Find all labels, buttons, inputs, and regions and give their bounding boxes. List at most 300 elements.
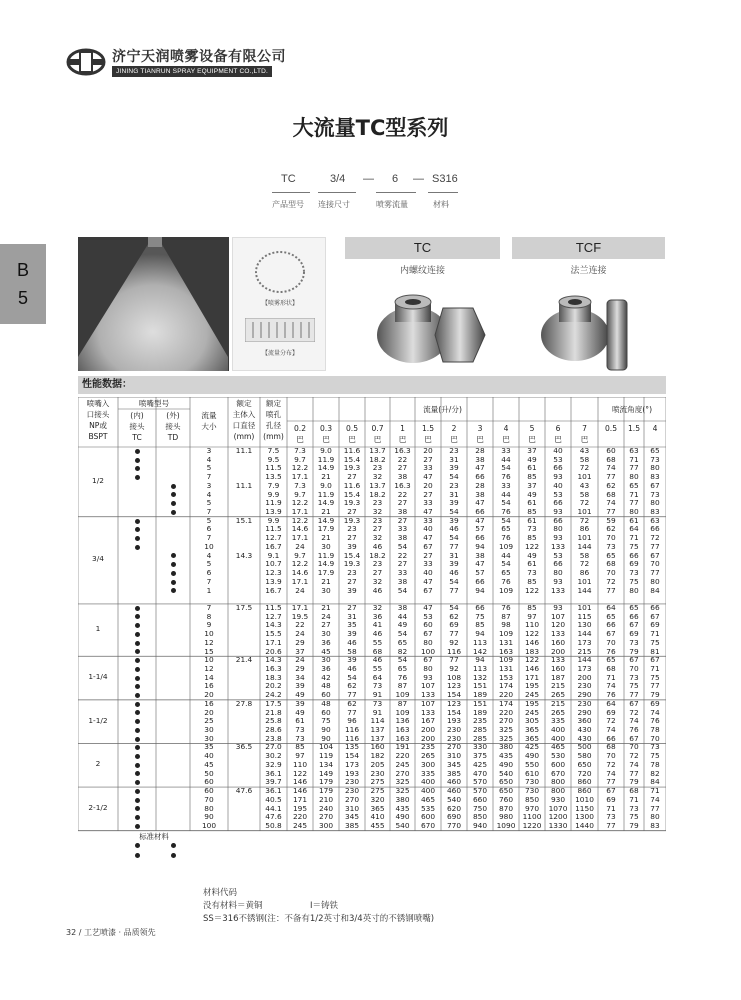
header-pressure-unit-5: 巴 — [424, 435, 432, 444]
table-cell-29-9: 87 — [397, 698, 408, 708]
header-pressure-3: 0.7 — [371, 424, 384, 433]
table-cell-24-2: 10 — [204, 655, 214, 665]
table-cell-20-16: 130 — [577, 620, 592, 630]
table-cell-12-9: 22 — [397, 550, 408, 560]
table-cell-19-2: 8 — [206, 611, 212, 621]
table-cell-0-8: 13.7 — [369, 446, 386, 455]
table-cell-15-18: 75 — [629, 576, 639, 586]
table-cell-38-16: 860 — [577, 777, 592, 787]
table-cell-40-18: 71 — [629, 794, 639, 804]
table-cell-3-13: 76 — [501, 472, 511, 482]
header-angle-pressure-1: 1.5 — [627, 424, 641, 433]
table-cell-28-2: 20 — [204, 690, 214, 700]
table-cell-1-13: 44 — [501, 454, 511, 464]
table-cell-1-18: 71 — [629, 454, 639, 464]
tc-dot-29 — [135, 702, 140, 707]
table-cell-2-8: 23 — [372, 463, 383, 473]
table-cell-41-16: 1150 — [575, 803, 594, 813]
table-cell-30-4: 21.8 — [265, 707, 282, 717]
table-cell-6-17: 74 — [606, 498, 616, 508]
table-cell-31-6: 75 — [321, 716, 331, 726]
table-cell-35-4: 30.2 — [265, 751, 282, 761]
table-cell-9-7: 23 — [347, 524, 357, 534]
table-cell-31-5: 61 — [295, 716, 305, 726]
table-cell-30-5: 49 — [295, 707, 305, 717]
table-cell-20-6: 27 — [321, 620, 331, 630]
table-cell-28-5: 49 — [295, 690, 305, 700]
table-cell-22-11: 92 — [449, 637, 459, 647]
tc-dot-24 — [135, 658, 140, 663]
table-cell-12-5: 9.7 — [294, 550, 306, 560]
table-cell-1-14: 49 — [527, 454, 537, 464]
table-cell-39-15: 800 — [550, 786, 566, 796]
std-material-dot-2 — [171, 853, 176, 858]
table-cell-43-6: 300 — [318, 820, 334, 830]
table-cell-34-12: 330 — [472, 742, 488, 752]
table-cell-18-3: 17.5 — [235, 602, 253, 612]
table-cell-7-10: 47 — [423, 507, 433, 517]
table-cell-22-5: 29 — [295, 637, 305, 647]
table-cell-32-19: 78 — [650, 725, 660, 735]
table-cell-18-6: 21 — [321, 602, 331, 612]
table-cell-0-19: 65 — [650, 446, 660, 455]
table-cell-28-16: 290 — [577, 690, 592, 700]
size-label-4: 1-1/2 — [88, 715, 108, 725]
table-cell-12-19: 67 — [650, 550, 660, 560]
table-cell-42-8: 410 — [370, 812, 385, 822]
table-cell-20-8: 41 — [372, 620, 383, 630]
table-cell-14-18: 73 — [629, 568, 639, 578]
table-cell-7-16: 101 — [577, 507, 592, 517]
table-cell-10-16: 101 — [577, 533, 592, 543]
table-cell-3-17: 77 — [606, 472, 616, 482]
std-material-label: 标准材料 — [139, 831, 169, 841]
table-cell-28-11: 154 — [446, 690, 462, 700]
table-cell-11-4: 16.7 — [265, 541, 282, 551]
table-cell-43-2: 100 — [201, 820, 217, 830]
table-cell-33-6: 90 — [321, 733, 331, 743]
table-cell-36-9: 245 — [395, 759, 410, 769]
table-cell-7-13: 76 — [501, 507, 511, 517]
table-cell-11-17: 73 — [606, 541, 616, 551]
header-pressure-unit-0: 巴 — [296, 435, 304, 444]
table-cell-31-8: 114 — [370, 716, 385, 726]
table-cell-1-12: 38 — [475, 454, 485, 464]
header-pressure-0: 0.2 — [293, 424, 307, 433]
table-cell-13-15: 66 — [553, 559, 563, 569]
table-cell-35-16: 580 — [577, 751, 592, 761]
table-cell-37-6: 149 — [318, 768, 334, 778]
table-cell-42-7: 345 — [344, 812, 360, 822]
table-cell-36-10: 300 — [420, 759, 436, 769]
table-cell-19-5: 19.5 — [291, 611, 309, 621]
table-cell-10-7: 27 — [347, 533, 357, 543]
table-cell-41-4: 44.1 — [265, 803, 282, 813]
table-cell-2-19: 80 — [650, 463, 660, 473]
table-cell-15-11: 54 — [449, 576, 459, 586]
table-cell-2-7: 19.3 — [343, 463, 361, 473]
table-cell-8-18: 61 — [629, 515, 639, 525]
table-cell-8-7: 19.3 — [343, 515, 361, 525]
table-cell-8-8: 23 — [372, 515, 383, 525]
code-label-flow: 喷雾流量 — [376, 200, 408, 209]
table-cell-30-9: 109 — [395, 707, 410, 717]
table-cell-34-6: 104 — [318, 742, 334, 752]
table-cell-41-12: 750 — [472, 803, 488, 813]
table-cell-3-5: 17.1 — [291, 472, 309, 482]
table-cell-35-2: 40 — [204, 751, 214, 761]
table-cell-39-10: 400 — [420, 786, 436, 796]
table-cell-31-10: 167 — [420, 716, 436, 726]
table-cell-21-18: 69 — [629, 629, 639, 639]
table-cell-13-10: 33 — [423, 559, 433, 569]
table-cell-40-19: 74 — [650, 794, 660, 804]
table-cell-12-6: 11.9 — [317, 550, 335, 560]
table-cell-3-8: 32 — [372, 472, 383, 482]
table-cell-25-18: 70 — [629, 664, 639, 673]
table-cell-31-2: 25 — [204, 716, 214, 726]
table-cell-31-4: 25.8 — [265, 716, 282, 726]
table-cell-3-10: 47 — [423, 472, 433, 482]
table-cell-27-8: 73 — [372, 681, 383, 691]
table-cell-10-9: 38 — [397, 533, 408, 543]
table-cell-36-14: 550 — [524, 759, 540, 769]
table-cell-25-14: 146 — [524, 664, 540, 673]
table-cell-8-4: 9.9 — [267, 515, 280, 525]
table-cell-12-14: 49 — [527, 550, 537, 560]
std-material-dot-3 — [135, 853, 140, 858]
table-cell-2-10: 33 — [423, 463, 433, 473]
table-cell-30-7: 77 — [347, 707, 357, 717]
table-cell-35-9: 220 — [395, 751, 410, 761]
table-cell-26-8: 64 — [372, 672, 383, 682]
header-outer-0: (外) — [166, 411, 180, 420]
table-cell-42-6: 270 — [318, 812, 334, 822]
table-cell-25-19: 71 — [650, 664, 660, 673]
table-cell-43-11: 770 — [446, 820, 462, 830]
table-cell-40-10: 465 — [420, 794, 436, 804]
table-cell-15-16: 101 — [577, 576, 592, 586]
size-label-5: 2 — [95, 759, 101, 769]
table-cell-4-12: 28 — [475, 480, 485, 490]
table-cell-25-9: 65 — [397, 664, 408, 673]
table-cell-21-8: 46 — [372, 629, 383, 639]
table-cell-40-13: 760 — [498, 794, 514, 804]
table-cell-29-11: 123 — [446, 698, 462, 708]
table-cell-24-18: 67 — [629, 655, 639, 665]
table-cell-36-2: 45 — [204, 759, 214, 769]
table-cell-36-12: 425 — [472, 759, 488, 769]
material-code-title: 材料代码 — [203, 888, 238, 898]
product-tc-title: TC — [345, 237, 500, 259]
table-cell-23-6: 45 — [321, 646, 331, 656]
table-cell-40-5: 171 — [292, 794, 308, 804]
table-cell-28-17: 76 — [606, 690, 616, 700]
table-cell-12-7: 15.4 — [343, 550, 361, 560]
table-cell-26-13: 153 — [498, 672, 514, 682]
table-cell-10-19: 72 — [650, 533, 660, 543]
table-cell-9-4: 11.5 — [265, 524, 282, 534]
table-cell-32-12: 285 — [472, 725, 488, 735]
table-cell-28-8: 91 — [372, 690, 383, 700]
header-orifice-3: (mm) — [263, 432, 284, 441]
header-pressure-unit-2: 巴 — [348, 435, 356, 444]
table-cell-3-18: 80 — [629, 472, 639, 482]
table-cell-29-4: 17.5 — [265, 698, 282, 708]
table-cell-8-14: 61 — [527, 515, 537, 525]
table-cell-16-14: 122 — [524, 585, 540, 595]
table-cell-33-14: 365 — [524, 733, 540, 743]
code-line-1 — [272, 192, 310, 193]
table-cell-5-17: 68 — [606, 489, 616, 499]
table-cell-39-8: 275 — [370, 786, 385, 796]
table-cell-42-15: 1200 — [548, 812, 568, 822]
table-cell-8-15: 66 — [553, 515, 563, 525]
table-cell-41-5: 195 — [292, 803, 308, 813]
header-pressure-unit-8: 巴 — [502, 435, 510, 444]
header-inner-0: (内) — [130, 411, 144, 420]
header-pressure-unit-7: 巴 — [476, 435, 484, 444]
table-cell-16-15: 133 — [550, 585, 566, 595]
header-pressure-unit-4: 巴 — [398, 435, 407, 444]
table-cell-38-4: 39.7 — [265, 777, 282, 787]
table-cell-34-17: 68 — [606, 742, 616, 752]
table-cell-7-9: 38 — [397, 507, 408, 517]
table-cell-28-7: 77 — [347, 690, 357, 700]
table-cell-24-17: 65 — [606, 655, 616, 665]
table-cell-30-15: 265 — [550, 707, 566, 717]
table-cell-21-2: 10 — [204, 629, 214, 639]
table-cell-7-8: 32 — [372, 507, 383, 517]
table-cell-21-12: 94 — [475, 629, 485, 639]
header-outer-1: 接头 — [165, 422, 181, 431]
company-logo-icon — [66, 48, 106, 76]
size-label-0: 1/2 — [92, 475, 104, 485]
table-cell-26-10: 93 — [423, 672, 433, 682]
table-cell-18-12: 66 — [475, 602, 485, 612]
table-cell-21-5: 24 — [295, 629, 305, 639]
table-cell-29-2: 16 — [204, 698, 214, 708]
table-cell-14-12: 57 — [475, 568, 485, 578]
table-cell-14-14: 73 — [527, 568, 537, 578]
table-cell-43-17: 77 — [606, 820, 616, 830]
table-cell-26-5: 34 — [295, 672, 305, 682]
table-cell-21-19: 71 — [650, 629, 660, 639]
table-cell-11-2: 10 — [204, 541, 214, 551]
table-cell-26-12: 132 — [472, 672, 488, 682]
table-cell-8-13: 54 — [501, 515, 511, 525]
code-part-model: TC — [281, 173, 296, 185]
table-cell-29-12: 151 — [472, 698, 488, 708]
header-pressure-4: 1 — [400, 424, 405, 433]
table-cell-23-4: 20.6 — [265, 646, 282, 656]
header-inlet-3: BSPT — [88, 432, 108, 441]
table-cell-27-5: 39 — [295, 681, 305, 691]
table-cell-35-7: 154 — [344, 751, 360, 761]
table-cell-0-3: 11.1 — [235, 446, 253, 455]
product-tcf-title: TCF — [512, 237, 665, 259]
table-cell-37-18: 77 — [629, 768, 639, 778]
table-cell-19-17: 65 — [606, 611, 616, 621]
table-cell-35-13: 435 — [498, 751, 514, 761]
table-cell-5-9: 22 — [397, 489, 408, 499]
table-cell-0-13: 33 — [501, 446, 511, 455]
table-cell-5-19: 73 — [650, 489, 660, 499]
table-cell-6-10: 33 — [423, 498, 433, 508]
table-cell-11-9: 54 — [397, 541, 408, 551]
table-cell-33-2: 30 — [204, 733, 214, 743]
table-cell-14-19: 77 — [650, 568, 660, 578]
table-cell-27-17: 74 — [606, 681, 616, 691]
table-cell-3-4: 13.5 — [265, 472, 282, 482]
table-cell-37-2: 50 — [204, 768, 214, 778]
table-cell-13-13: 54 — [501, 559, 511, 569]
table-cell-33-16: 430 — [577, 733, 592, 743]
table-cell-35-19: 75 — [650, 751, 660, 761]
table-cell-10-13: 76 — [501, 533, 511, 543]
table-cell-43-12: 940 — [472, 820, 488, 830]
table-cell-10-6: 21 — [321, 533, 331, 543]
table-cell-9-10: 40 — [423, 524, 433, 534]
table-cell-27-9: 87 — [397, 681, 408, 691]
header-pressure-6: 2 — [451, 424, 457, 433]
table-cell-22-9: 65 — [397, 637, 408, 647]
table-cell-28-6: 60 — [321, 690, 331, 700]
table-cell-3-14: 85 — [527, 472, 537, 482]
header-pressure-11: 7 — [582, 424, 587, 433]
table-cell-30-8: 91 — [372, 707, 383, 717]
table-cell-8-3: 15.1 — [235, 515, 253, 525]
tc-dot-40 — [135, 798, 140, 803]
table-cell-42-14: 1100 — [522, 812, 542, 822]
table-cell-30-12: 189 — [472, 707, 488, 717]
table-cell-38-15: 800 — [550, 777, 566, 787]
table-cell-7-6: 21 — [321, 507, 331, 517]
table-cell-31-17: 72 — [606, 716, 616, 726]
table-cell-26-18: 73 — [629, 672, 639, 682]
table-cell-0-4: 7.5 — [267, 446, 280, 455]
table-cell-29-10: 107 — [420, 698, 436, 708]
table-cell-38-11: 460 — [446, 777, 462, 787]
table-cell-5-18: 71 — [629, 489, 639, 499]
table-cell-43-10: 670 — [420, 820, 436, 830]
table-cell-15-13: 76 — [501, 576, 511, 586]
table-cell-3-12: 66 — [475, 472, 485, 482]
table-cell-5-5: 9.7 — [294, 489, 306, 499]
table-cell-29-19: 69 — [650, 698, 660, 708]
table-cell-14-6: 17.9 — [317, 568, 335, 578]
table-cell-28-13: 220 — [498, 690, 514, 700]
td-dot-6 — [171, 501, 176, 506]
table-cell-23-10: 100 — [420, 646, 436, 656]
tc-dot-25 — [135, 667, 140, 672]
pattern-label: 【喷雾形状】 — [261, 300, 298, 307]
table-cell-28-12: 189 — [472, 690, 488, 700]
table-cell-37-8: 230 — [370, 768, 385, 778]
table-cell-6-14: 61 — [527, 498, 537, 508]
header-outer-2: TD — [167, 433, 179, 442]
table-cell-30-18: 72 — [629, 707, 639, 717]
table-cell-14-2: 6 — [206, 568, 212, 578]
table-cell-11-16: 144 — [577, 541, 592, 551]
table-cell-15-17: 72 — [606, 576, 616, 586]
table-cell-26-16: 200 — [577, 672, 592, 682]
tc-dot-11 — [135, 545, 140, 550]
table-cell-18-10: 47 — [423, 602, 433, 612]
table-cell-31-19: 76 — [650, 716, 660, 726]
table-cell-43-19: 83 — [650, 820, 660, 830]
table-cell-7-7: 27 — [347, 507, 357, 517]
table-cell-28-19: 79 — [650, 690, 660, 700]
table-cell-39-17: 67 — [606, 786, 616, 796]
table-cell-26-11: 108 — [446, 672, 462, 682]
table-cell-25-4: 16.3 — [265, 664, 282, 673]
table-cell-15-6: 21 — [321, 576, 331, 586]
table-cell-32-14: 365 — [524, 725, 540, 735]
tc-dot-0 — [135, 449, 140, 454]
table-cell-0-7: 11.6 — [343, 446, 361, 455]
table-cell-33-10: 200 — [420, 733, 436, 743]
table-cell-36-19: 78 — [650, 759, 660, 769]
table-cell-1-16: 58 — [579, 454, 590, 464]
table-cell-38-9: 325 — [395, 777, 410, 787]
header-body-1: 主体入 — [232, 410, 256, 419]
table-cell-40-2: 70 — [204, 794, 214, 804]
header-pressure-unit-9: 巴 — [528, 435, 536, 444]
table-cell-7-5: 17.1 — [291, 507, 309, 517]
table-cell-3-7: 27 — [347, 472, 357, 482]
table-cell-36-13: 490 — [498, 759, 514, 769]
tc-dot-35 — [135, 754, 140, 759]
table-cell-25-16: 173 — [577, 664, 592, 673]
table-cell-36-7: 173 — [344, 759, 360, 769]
table-cell-10-4: 12.7 — [265, 533, 282, 543]
td-dot-16 — [171, 588, 176, 593]
table-cell-27-13: 174 — [498, 681, 514, 691]
table-cell-3-2: 7 — [206, 472, 212, 482]
table-cell-11-14: 122 — [524, 541, 540, 551]
table-cell-8-11: 39 — [449, 515, 459, 525]
table-cell-40-14: 850 — [524, 794, 540, 804]
table-cell-9-14: 73 — [527, 524, 537, 534]
material-brass: 没有材料＝黄铜 — [203, 901, 263, 911]
table-cell-22-10: 80 — [423, 637, 433, 647]
table-cell-43-7: 385 — [344, 820, 360, 830]
table-cell-22-13: 131 — [498, 637, 514, 647]
table-cell-8-2: 5 — [206, 515, 212, 525]
table-cell-36-17: 72 — [606, 759, 616, 769]
table-cell-39-13: 650 — [498, 786, 514, 796]
table-cell-0-14: 37 — [527, 446, 537, 455]
table-cell-37-5: 122 — [292, 768, 308, 778]
code-label-size: 连接尺寸 — [318, 200, 350, 209]
table-cell-30-10: 133 — [420, 707, 436, 717]
table-cell-26-7: 54 — [347, 672, 357, 682]
table-cell-28-10: 133 — [420, 690, 436, 700]
table-cell-16-12: 94 — [475, 585, 485, 595]
table-cell-25-6: 36 — [321, 664, 331, 673]
material-iron: I＝铸铁 — [310, 901, 339, 911]
header-pressure-7: 3 — [477, 424, 483, 433]
tc-dot-28 — [135, 693, 140, 698]
header-pressure-1: 0.3 — [319, 424, 333, 433]
table-cell-5-14: 49 — [527, 489, 537, 499]
table-cell-24-6: 30 — [321, 655, 331, 665]
table-cell-23-15: 200 — [550, 646, 566, 656]
table-cell-15-10: 47 — [423, 576, 433, 586]
table-cell-22-15: 160 — [550, 637, 566, 647]
table-cell-13-5: 12.2 — [291, 559, 309, 569]
